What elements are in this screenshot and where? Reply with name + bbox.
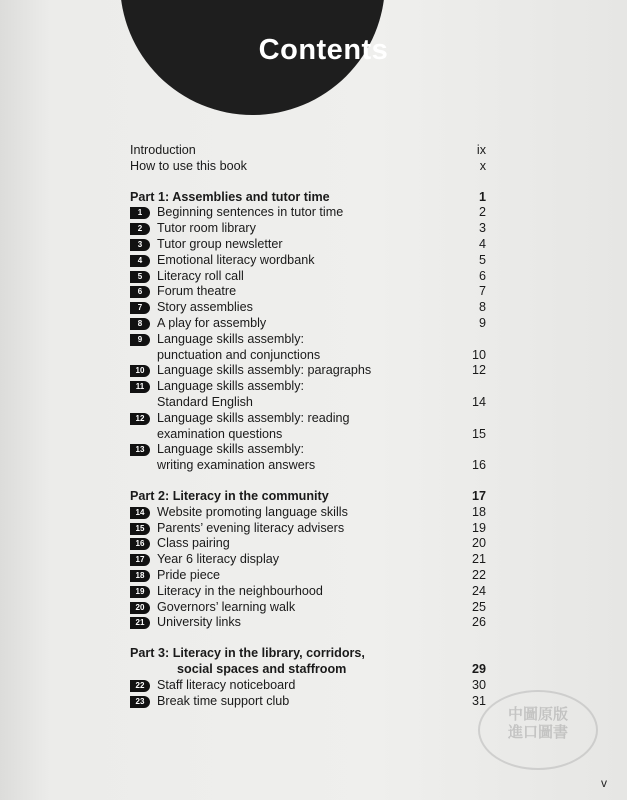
part-page-number: 17 [471,488,486,503]
entry-title-line: examination questions [157,426,283,441]
part-heading[interactable] [130,489,486,505]
entry-number-badge: 1 [130,207,150,219]
toc-entry[interactable] [130,284,486,300]
toc-entry[interactable] [130,584,486,600]
entry-title-line: University links [157,615,241,630]
part-page-number: 29 [471,661,486,676]
entry-title [157,536,456,552]
entry-number-badge: 5 [130,271,150,283]
part-title: Part 1: Assemblies and tutor time [130,189,330,204]
entry-title-line: Parents’ evening literacy advisers [157,520,345,535]
entry-number-badge: 14 [130,507,150,519]
toc-entry[interactable] [130,568,486,584]
toc-entry[interactable] [130,442,486,474]
entry-page-number: 4 [478,236,486,251]
entry-title [157,300,456,316]
page-number: v [601,776,607,790]
entry-page-number: 6 [478,268,486,283]
part-page-number: 1 [478,189,486,204]
toc-entry[interactable] [130,521,486,537]
entry-number-badge: 11 [130,381,150,393]
parts-list [130,190,486,710]
entry-title-line: punctuation and conjunctions [157,347,321,362]
entry-title [157,584,456,600]
entry-page-number: 19 [471,520,486,535]
part-title [130,646,456,678]
entry-number-badge: 2 [130,223,150,235]
toc-entry[interactable] [130,237,486,253]
entry-title [157,568,456,584]
entry-title [157,552,456,568]
entry-number-badge: 13 [130,444,150,456]
entry-page-number: 3 [478,221,486,236]
entry-number-badge: 8 [130,318,150,330]
toc-entry[interactable] [130,269,486,285]
entry-number-badge: 7 [130,302,150,314]
entry-title-line: Break time support club [157,693,290,708]
entry-title [157,615,456,631]
entry-page-number: 9 [478,315,486,330]
entry-title [157,363,456,379]
entry-page-number: 26 [471,615,486,630]
entry-page-number: 10 [471,347,486,362]
toc-entry[interactable] [130,552,486,568]
entry-number-badge: 23 [130,696,150,708]
toc-entry[interactable] [130,221,486,237]
part-title: Part 2: Literacy in the community [130,488,329,503]
entry-title [157,237,456,253]
entry-number-badge: 18 [130,570,150,582]
entry-title [157,678,456,694]
entry-title-line: Year 6 literacy display [157,552,280,567]
entry-title-line: Language skills assembly: [157,331,305,346]
entry-title-line: Language skills assembly: [157,442,305,457]
entry-title-line: writing examination answers [157,458,316,473]
entry-title [157,284,456,300]
toc-entry[interactable] [130,600,486,616]
entry-page-number: 7 [478,284,486,299]
page-title: Contents [258,34,389,66]
entry-page-number: 12 [471,363,486,378]
part-heading[interactable] [130,190,486,206]
entry-page-number: 2 [478,205,486,220]
entry-title-line: Governors’ learning walk [157,599,296,614]
entry-title-line: Pride piece [157,567,221,582]
entry-title-line: Staff literacy noticeboard [157,677,296,692]
entry-title [157,205,456,221]
entry-page-number: 24 [471,583,486,598]
entry-number-badge: 4 [130,255,150,267]
toc-entry[interactable] [130,253,486,269]
entry-title-line: Language skills assembly: reading [157,410,350,425]
entry-number-badge: 17 [130,554,150,566]
entry-page-number: 20 [471,536,486,551]
toc-front-row[interactable]: How to use this book x [130,158,486,173]
part-heading[interactable] [130,646,486,678]
table-of-contents [130,143,486,709]
toc-entry[interactable] [130,379,486,411]
entry-number-badge: 12 [130,413,150,425]
entry-title-line: A play for assembly [157,315,267,330]
entry-title [157,521,456,537]
part-title-line: Part 3: Literacy in the library, corridors, [130,646,365,661]
entry-number-badge: 10 [130,365,150,377]
entry-title-line: Literacy in the neighbourhood [157,583,323,598]
entry-title [157,442,456,474]
entry-number-badge: 19 [130,586,150,598]
entry-title-line: Beginning sentences in tutor time [157,205,344,220]
entry-page-number: 21 [471,552,486,567]
toc-front-row[interactable]: Introduction ix [130,143,486,157]
toc-entry[interactable] [130,536,486,552]
entry-page-number: 25 [471,599,486,614]
entry-page-number: 31 [471,693,486,708]
entry-title [157,694,456,710]
import-stamp-logo: 中圖原版 進口圖書 [478,690,598,770]
entry-title-line: Language skills assembly: paragraphs [157,363,372,378]
entry-page-number: 22 [471,567,486,582]
entry-title-line: Tutor group newsletter [157,236,283,251]
entry-title [157,221,456,237]
entry-page-number: 14 [471,394,486,409]
entry-title-line: Emotional literacy wordbank [157,252,315,267]
toc-entry[interactable] [130,615,486,631]
part-title-line: social spaces and staffroom [177,661,347,676]
entry-page-number: 16 [471,458,486,473]
toc-entry[interactable] [130,411,486,443]
entry-title-line: Literacy roll call [157,268,244,283]
entry-number-badge: 9 [130,334,150,346]
entry-title [157,505,456,521]
entry-title-line: Standard English [157,394,253,409]
entry-title [157,411,456,443]
entry-title-line: Language skills assembly: [157,379,305,394]
toc-entry[interactable] [130,205,486,221]
entry-title [157,316,456,332]
entry-title-line: Forum theatre [157,284,237,299]
entry-number-badge: 3 [130,239,150,251]
toc-entry[interactable] [130,505,486,521]
entry-page-number: 18 [471,504,486,519]
entry-title [157,379,456,411]
entry-number-badge: 15 [130,523,150,535]
entry-title-line: Website promoting language skills [157,504,348,519]
entry-number-badge: 22 [130,680,150,692]
toc-entry[interactable] [130,678,486,694]
entry-title-line: Story assemblies [157,300,253,315]
entry-title [157,253,456,269]
toc-entry[interactable] [130,363,486,379]
entry-page-number: 15 [471,426,486,441]
entry-page-number: 5 [478,252,486,267]
entry-page-number: 30 [471,677,486,692]
entry-title [157,600,456,616]
entry-number-badge: 6 [130,286,150,298]
toc-entry[interactable] [130,332,486,364]
entry-number-badge: 20 [130,602,150,614]
toc-entry[interactable] [130,316,486,332]
toc-entry[interactable] [130,300,486,316]
entry-number-badge: 21 [130,617,150,629]
entry-title-line: Tutor room library [157,221,256,236]
entry-title-line: Class pairing [157,536,230,551]
entry-title [157,269,456,285]
toc-entry[interactable] [130,694,486,710]
entry-number-badge: 16 [130,538,150,550]
entry-page-number: 8 [478,300,486,315]
entry-title [157,332,456,364]
